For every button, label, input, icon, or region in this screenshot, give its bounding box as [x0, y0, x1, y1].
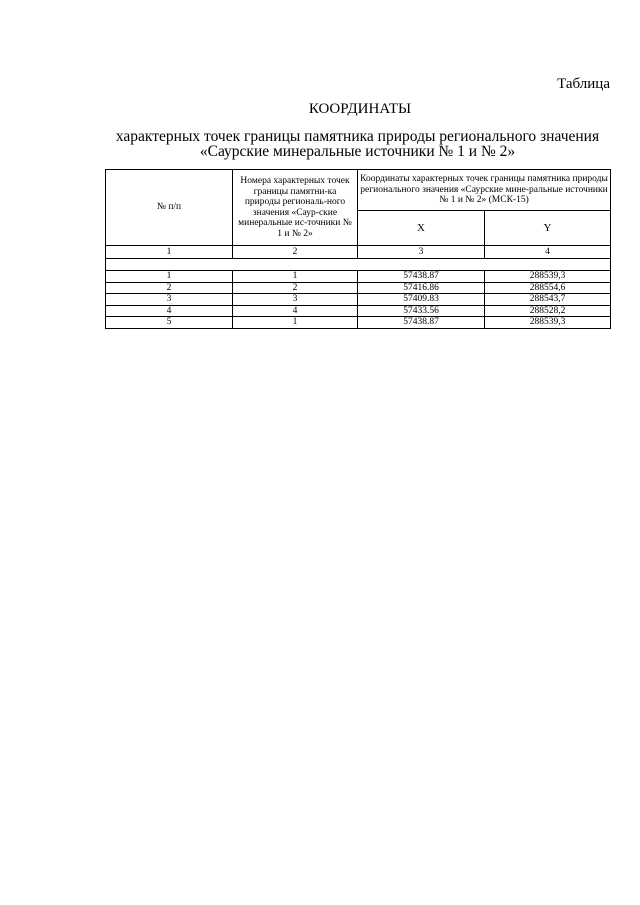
subtitle-line-2: «Саурские минеральные источники № 1 и № 2» — [199, 143, 516, 160]
table-row — [106, 305, 611, 317]
blank-cell — [106, 259, 611, 271]
subtitle-line-1: характерных точек границы памятника природы регионального значения — [115, 128, 600, 145]
cell-number: 4 — [106, 305, 233, 317]
header-coordinates: Координаты характерных точек границы памятника природы регионального значения «Саурские мине-ральные источники № 1 и № 2» (МСК-15) — [358, 170, 611, 211]
table-row — [106, 271, 611, 283]
table-row — [106, 294, 611, 306]
column-number: 2 — [233, 246, 358, 259]
cell-number: 5 — [106, 317, 233, 329]
table-label: Таблица — [557, 76, 610, 92]
cell-y: 288528,2 — [485, 305, 611, 317]
column-number: 3 — [358, 246, 485, 259]
cell-x: 57409.83 — [358, 294, 485, 306]
table-row — [106, 317, 611, 329]
cell-point: 4 — [233, 305, 358, 317]
cell-number: 1 — [106, 271, 233, 283]
cell-point: 1 — [233, 317, 358, 329]
document-subtitle — [105, 129, 610, 159]
cell-number: 3 — [106, 294, 233, 306]
cell-number: 2 — [106, 282, 233, 294]
header-x: X — [358, 211, 485, 246]
column-number: 1 — [106, 246, 233, 259]
cell-y: 288539,3 — [485, 271, 611, 283]
cell-x: 57433.56 — [358, 305, 485, 317]
header-point-number: Номера характерных точек границы памятни-ка природы региональ-ного значения «Саур-ские минеральные ис-точники № 1 и № 2» — [233, 170, 358, 246]
table-row — [106, 282, 611, 294]
header-number: № п/п — [106, 170, 233, 246]
blank-row — [106, 259, 611, 271]
coordinates-table — [105, 169, 611, 329]
cell-point: 2 — [233, 282, 358, 294]
header-y: Y — [485, 211, 611, 246]
cell-point: 3 — [233, 294, 358, 306]
column-number-row — [106, 246, 611, 259]
cell-y: 288554,6 — [485, 282, 611, 294]
cell-y: 288543,7 — [485, 294, 611, 306]
column-number: 4 — [485, 246, 611, 259]
cell-y: 288539,3 — [485, 317, 611, 329]
cell-x: 57416.86 — [358, 282, 485, 294]
cell-point: 1 — [233, 271, 358, 283]
cell-x: 57438.87 — [358, 271, 485, 283]
document-title: КООРДИНАТЫ — [308, 101, 412, 117]
cell-x: 57438.87 — [358, 317, 485, 329]
